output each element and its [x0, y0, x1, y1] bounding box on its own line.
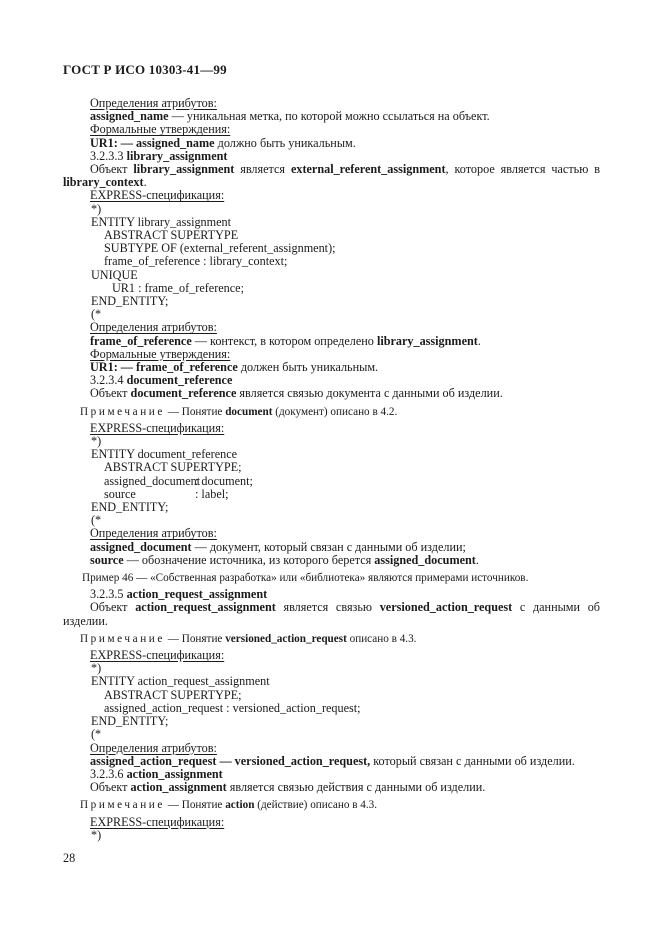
text-segment: UNIQUE [91, 267, 138, 282]
text-line [63, 475, 600, 488]
text-segment: Определения атрибутов: [90, 740, 217, 755]
text-segment: ENTITY action_request_assignment [91, 674, 270, 689]
text-segment: должно быть уникальным. [214, 135, 356, 150]
text-segment: *) [91, 434, 102, 449]
text-line [63, 615, 600, 628]
text-segment: source [104, 486, 136, 501]
text-segment: . [143, 175, 147, 190]
text-segment: — Понятие [164, 799, 226, 812]
text-segment: document [225, 405, 273, 418]
text-segment: : label; [195, 486, 229, 501]
text-line [63, 189, 600, 202]
text-segment: ABSTRACT SUPERTYPE; [104, 460, 242, 475]
text-segment: — Понятие [164, 405, 226, 418]
text-segment: который связан с данными об изделии. [370, 753, 575, 768]
text-segment: является [234, 162, 291, 177]
text-segment: должен быть уникальным. [237, 360, 379, 375]
text-segment: action_assignment [130, 780, 227, 795]
text-segment: END_ENTITY; [91, 500, 169, 515]
text-segment: Примечание [80, 799, 165, 812]
text-segment: EXPRESS-спецификация: [90, 814, 225, 829]
text-segment: action_request_assignment [135, 600, 276, 615]
text-segment: Примечание [80, 405, 165, 418]
text-segment: external_referent_assignment [290, 162, 446, 177]
text-segment: является связью документа с данными об изделии. [236, 386, 503, 401]
text-line [63, 295, 600, 308]
text-segment: assigned_action_request : versioned_action_request; [104, 700, 361, 715]
text-segment: UR1 : frame_of_reference; [112, 280, 244, 295]
text-line [63, 572, 600, 585]
text-segment: EXPRESS-спецификация: [90, 648, 225, 663]
text-segment: Определения атрибутов: [90, 96, 217, 110]
text-line [63, 255, 600, 268]
text-segment: versioned_action_request [379, 600, 513, 615]
text-segment: *) [91, 827, 102, 842]
text-segment: . [475, 552, 479, 567]
text-segment: описано в 4.3. [346, 632, 417, 645]
page-number: 28 [63, 850, 76, 865]
text-segment: 3.2.3.6 [90, 766, 127, 781]
text-segment: с данными об [512, 600, 600, 615]
text-segment: является связью [275, 600, 380, 615]
text-segment: . [477, 333, 481, 348]
text-segment: (* [91, 513, 102, 528]
text-segment: EXPRESS-спецификация: [90, 188, 225, 203]
text-segment: (* [91, 727, 102, 742]
text-line [63, 387, 600, 400]
text-segment: assigned_action_request — versioned_action_request, [90, 753, 371, 768]
text-segment: assigned_document [104, 473, 201, 488]
text-segment: Объект [90, 162, 134, 177]
text-segment: Примечание [80, 632, 165, 645]
text-segment: изделии. [63, 613, 108, 628]
text-segment: action_request_assignment [126, 587, 268, 602]
text-segment: assigned_name [90, 109, 169, 124]
text-segment: END_ENTITY; [91, 294, 169, 309]
text-segment: — уникальная метка, по которой можно ссылаться на объект. [168, 109, 490, 124]
text-line [63, 781, 600, 794]
text-segment: assigned_document [90, 539, 192, 554]
text-segment: 3.2.3.3 [90, 148, 127, 163]
text-segment: — документ, который связан с данными об изделии; [191, 539, 466, 554]
text-segment: Объект [90, 600, 136, 615]
text-segment: ENTITY document_reference [91, 447, 238, 462]
text-segment: assigned_document [374, 552, 476, 567]
text-segment: versioned_action_request [225, 632, 347, 645]
text-segment: ENTITY library_assignment [91, 214, 232, 229]
text-segment: : document; [195, 473, 253, 488]
text-segment: 3.2.3.4 [90, 373, 127, 388]
text-segment: (* [91, 307, 102, 322]
text-segment: EXPRESS-спецификация: [90, 420, 225, 435]
text-segment: document_reference [126, 373, 233, 388]
text-segment: , которое является частью в [445, 162, 600, 177]
document-body [63, 97, 600, 842]
text-segment: Объект [90, 780, 131, 795]
text-line [63, 554, 600, 567]
text-segment: library_assignment [376, 333, 478, 348]
text-line [63, 799, 600, 812]
text-segment: Определения атрибутов: [90, 320, 217, 335]
text-segment: Пример 46 — «Собственная разработка» или «библиотека» являются примерами источников. [82, 572, 529, 585]
text-segment: является связью действия с данными об изделии. [226, 780, 486, 795]
text-segment: *) [91, 661, 102, 676]
text-segment: library_context [63, 175, 144, 190]
text-segment: Формальные утверждения: [90, 346, 231, 361]
text-segment: frame_of_reference : library_context; [104, 254, 288, 269]
text-segment: Формальные утверждения: [90, 122, 231, 137]
text-segment: — обозначение источника, из которого берется [123, 552, 375, 567]
text-line [63, 406, 600, 419]
page-header: ГОСТ Р ИСО 10303-41—99 [63, 62, 227, 77]
text-line [63, 422, 600, 435]
text-segment: (документ) описано в 4.2. [272, 405, 398, 418]
text-segment: UR1: — assigned_name [90, 135, 215, 150]
text-line [63, 829, 600, 842]
text-line [63, 601, 600, 614]
text-line [63, 715, 600, 728]
text-segment: document_reference [130, 386, 237, 401]
text-segment: library_assignment [126, 148, 228, 163]
text-segment: *) [91, 201, 102, 216]
text-segment: Объект [90, 386, 131, 401]
text-line [63, 501, 600, 514]
text-line [63, 816, 600, 829]
text-segment: ABSTRACT SUPERTYPE [104, 228, 239, 243]
text-line [63, 461, 600, 474]
text-segment: source [90, 552, 124, 567]
text-segment: — контекст, в котором определено [191, 333, 377, 348]
text-segment: 3.2.3.5 [90, 587, 127, 602]
text-segment: action_assignment [126, 766, 223, 781]
text-segment: END_ENTITY; [91, 714, 169, 729]
text-segment: library_assignment [133, 162, 235, 177]
text-segment: action [225, 799, 255, 812]
text-segment: Определения атрибутов: [90, 526, 217, 541]
text-line [63, 633, 600, 646]
text-segment: (действие) описано в 4.3. [254, 799, 378, 812]
text-segment: frame_of_reference [90, 333, 192, 348]
text-segment: SUBTYPE OF (external_referent_assignment); [104, 241, 336, 256]
text-line [63, 649, 600, 662]
text-segment: ABSTRACT SUPERTYPE; [104, 687, 242, 702]
text-segment: UR1: — frame_of_reference [90, 360, 238, 375]
text-segment: — Понятие [164, 632, 226, 645]
